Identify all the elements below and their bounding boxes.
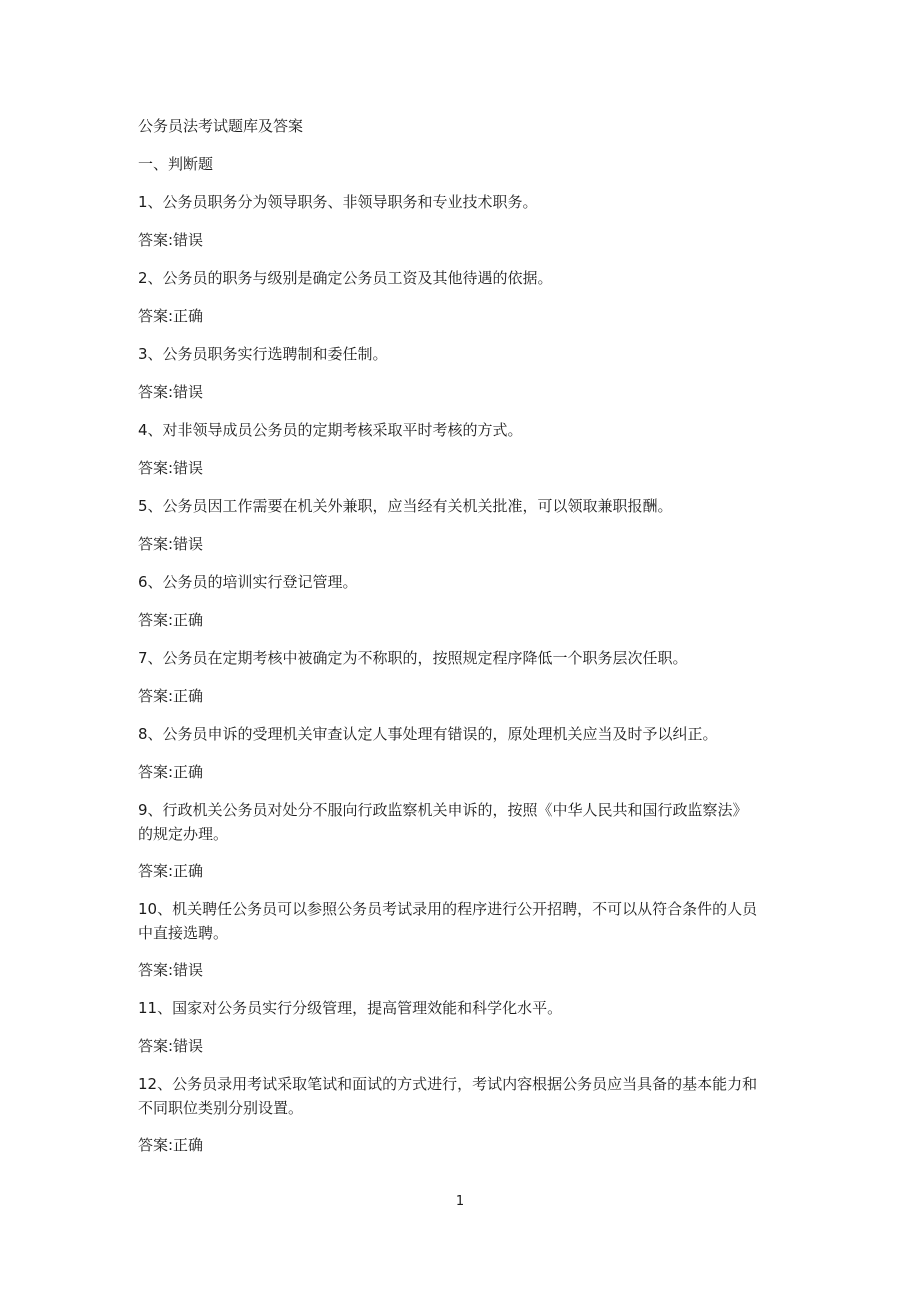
answer-12: 答案:正确 [138, 1136, 204, 1154]
answer-2: 答案:正确 [138, 307, 204, 325]
question-10: 10、机关聘任公务员可以参照公务员考试录用的程序进行公开招聘，不可以从符合条件的人员中直接选聘。 [138, 900, 758, 942]
answer-11: 答案:错误 [138, 1037, 204, 1055]
question-4: 4、对非领导成员公务员的定期考核采取平时考核的方式。 [138, 421, 523, 439]
page-number: 1 [455, 1194, 465, 1209]
answer-1: 答案:错误 [138, 231, 204, 249]
answer-9: 答案:正确 [138, 862, 204, 880]
question-9: 9、行政机关公务员对处分不服向行政监察机关申诉的，按照《中华人民共和国行政监察法》的规定办理。 [138, 801, 748, 843]
question-8: 8、公务员申诉的受理机关审查认定人事处理有错误的，原处理机关应当及时予以纠正。 [138, 725, 718, 743]
question-11: 11、国家对公务员实行分级管理，提高管理效能和科学化水平。 [138, 999, 563, 1017]
answer-5: 答案:错误 [138, 535, 204, 553]
answer-3: 答案:错误 [138, 383, 204, 401]
answer-8: 答案:正确 [138, 763, 204, 781]
section-heading: 一、判断题 [138, 155, 214, 173]
question-2: 2、公务员的职务与级别是确定公务员工资及其他待遇的依据。 [138, 269, 553, 287]
question-12: 12、公务员录用考试采取笔试和面试的方式进行，考试内容根据公务员应当具备的基本能力和不同职位类别分别设置。 [138, 1075, 758, 1117]
answer-10: 答案:错误 [138, 961, 204, 979]
question-7: 7、公务员在定期考核中被确定为不称职的，按照规定程序降低一个职务层次任职。 [138, 649, 688, 667]
answer-7: 答案:正确 [138, 687, 204, 705]
document-body [138, 114, 760, 1171]
question-6: 6、公务员的培训实行登记管理。 [138, 573, 358, 591]
question-1: 1、公务员职务分为领导职务、非领导职务和专业技术职务。 [138, 193, 538, 211]
answer-4: 答案:错误 [138, 459, 204, 477]
answer-6: 答案:正确 [138, 611, 204, 629]
document-title: 公务员法考试题库及答案 [138, 117, 304, 135]
question-3: 3、公务员职务实行选聘制和委任制。 [138, 345, 388, 363]
question-5: 5、公务员因工作需要在机关外兼职，应当经有关机关批准，可以领取兼职报酬。 [138, 497, 673, 515]
